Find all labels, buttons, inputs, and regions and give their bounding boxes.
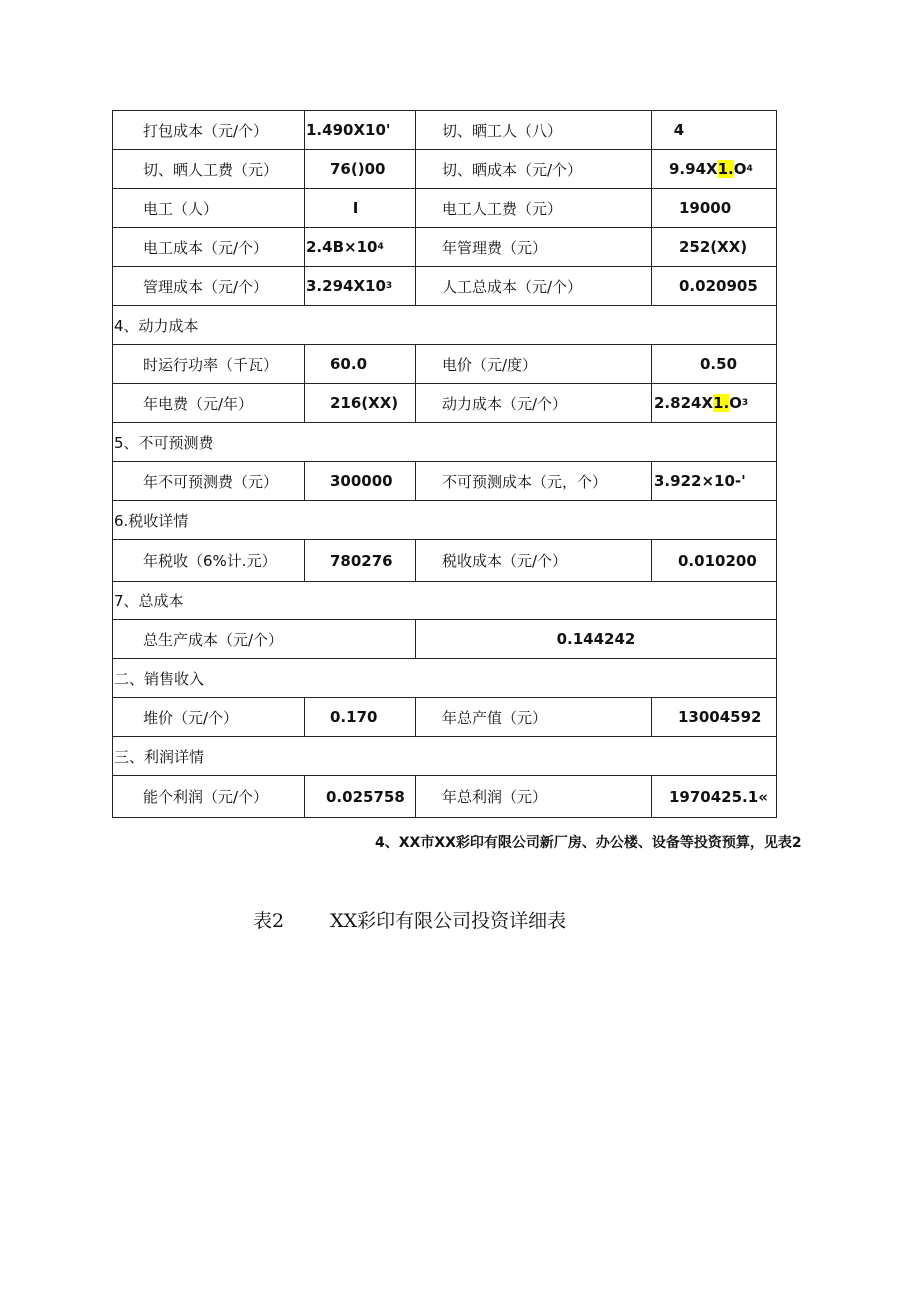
row-label: 年总利润（元） xyxy=(415,776,651,817)
exponent: 3 xyxy=(385,281,393,291)
row-value: 60.0 xyxy=(304,345,415,383)
row-value: 252(XX) xyxy=(651,228,776,266)
row-value xyxy=(651,384,776,422)
exponent: 4 xyxy=(746,164,753,174)
section-heading: 二、销售收入 xyxy=(114,669,205,688)
row-value: 0.020905 xyxy=(651,267,776,305)
caption-title: XX彩印有限公司投资详细表 xyxy=(330,910,567,932)
row-value: 76()00 xyxy=(304,150,415,188)
section-row xyxy=(112,306,777,345)
cost-table xyxy=(112,110,777,818)
table-row xyxy=(112,110,777,150)
total-row xyxy=(112,620,777,659)
row-value: 0.170 xyxy=(304,698,415,736)
row-label: 切、晒人工费（元） xyxy=(143,160,279,179)
row-label: 年电费（元/年） xyxy=(143,394,254,413)
value-part: 2.4B×10 xyxy=(306,238,378,256)
row-value: 3.922×10-' xyxy=(651,462,776,500)
section-heading: 7、总成本 xyxy=(114,592,184,610)
row-label: 管理成本（元/个） xyxy=(143,277,269,296)
highlighted-text: 1. xyxy=(717,160,734,178)
investment-note: 4、XX市XX彩印有限公司新厂房、办公楼、设备等投资预算，见表2 xyxy=(375,835,802,851)
section-row xyxy=(112,659,777,698)
row-value: 19000 xyxy=(651,189,776,227)
total-value: 0.144242 xyxy=(415,620,776,658)
row-label: 时运行功率（千瓦） xyxy=(143,355,279,374)
table-row xyxy=(112,384,777,423)
row-label: 动力成本（元/个） xyxy=(415,384,651,422)
row-value: 216(XX) xyxy=(304,384,415,422)
row-label: 电工人工费（元） xyxy=(415,189,651,227)
caption-label: 表2 xyxy=(253,910,285,932)
row-label: 切、晒成本（元/个） xyxy=(415,150,651,188)
section-row xyxy=(112,501,777,540)
row-value: 0.50 xyxy=(651,345,776,383)
row-label: 年不可预测费（元） xyxy=(143,472,279,491)
row-value: I xyxy=(304,189,415,227)
row-value: 4 xyxy=(651,111,776,149)
row-value: 0.025758 xyxy=(304,776,415,817)
row-label: 年税收（6%计.元） xyxy=(143,552,277,570)
table-row xyxy=(112,150,777,189)
row-label: 打包成本（元/个） xyxy=(143,121,269,140)
row-value: 1.490X10' xyxy=(304,111,415,149)
table-row xyxy=(112,345,777,384)
table-row xyxy=(112,698,777,737)
row-label: 年管理费（元） xyxy=(415,228,651,266)
row-value xyxy=(304,228,415,266)
section-row xyxy=(112,737,777,776)
row-value: 300000 xyxy=(304,462,415,500)
table-row xyxy=(112,462,777,501)
row-value: 780276 xyxy=(304,540,415,581)
section-row xyxy=(112,582,777,620)
exponent: 3 xyxy=(741,398,749,408)
table-row xyxy=(112,267,777,306)
table-row xyxy=(112,776,777,818)
row-label: 不可预测成本（元，个） xyxy=(415,462,651,500)
row-label: 年总产值（元） xyxy=(415,698,651,736)
row-value xyxy=(304,267,415,305)
section-row xyxy=(112,423,777,462)
row-value xyxy=(651,150,776,188)
section-heading: 6.税收详情 xyxy=(114,511,189,530)
highlighted-text: 1. xyxy=(713,394,730,412)
row-label: 电工成本（元/个） xyxy=(143,238,269,257)
row-label: 切、晒工人（八） xyxy=(415,111,651,149)
section-heading: 5、不可预测费 xyxy=(114,433,214,452)
value-part: 9.94X xyxy=(669,160,718,178)
table-row xyxy=(112,228,777,267)
table-row xyxy=(112,540,777,582)
value-part: 2.824X xyxy=(654,394,714,412)
value-part: O xyxy=(733,160,747,178)
table-caption xyxy=(253,906,566,933)
row-value: 1970425.1« xyxy=(651,776,776,817)
section-heading: 三、利润详情 xyxy=(114,747,205,766)
row-label: 税收成本（元/个） xyxy=(415,540,651,581)
value-part: O xyxy=(729,394,742,412)
value-part: 3.294X10 xyxy=(306,277,386,295)
row-label: 电价（元/度） xyxy=(415,345,651,383)
row-value: 13004592 xyxy=(651,698,776,736)
row-value: 0.010200 xyxy=(651,540,776,581)
exponent: 4 xyxy=(377,242,384,252)
row-label: 能个利润（元/个） xyxy=(143,788,269,806)
table-row xyxy=(112,189,777,228)
row-label: 人工总成本（元/个） xyxy=(415,267,651,305)
row-label: 堆价（元/个） xyxy=(143,708,239,727)
row-label: 电工（人） xyxy=(143,199,219,218)
total-label: 总生产成本（元/个） xyxy=(143,630,284,649)
section-heading: 4、动力成本 xyxy=(114,316,199,335)
